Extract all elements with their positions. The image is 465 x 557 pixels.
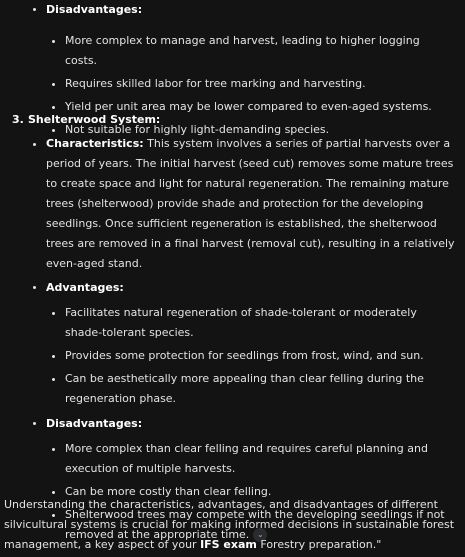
- list-item-text: Provides some protection for seedlings from frost, wind, and sun.: [65, 349, 424, 362]
- characteristics-text: This system involves a series of partial harvests over a period of years. The initial harvest (seed cut) removes some mature trees to create space and light for natural regeneration. The remaining mature trees (shelterwood) provide shade and protection for the developing seedlings. Once sufficient regeneration is established, the shelterwood trees are removed in a final harvest (removal cut), resulting in a relatively even-aged stand.: [46, 137, 455, 270]
- section-number: 3.: [12, 113, 24, 126]
- list-item: [0, 369, 465, 409]
- disadvantages-heading-item: [0, 0, 465, 20]
- bullet-icon: [52, 106, 55, 109]
- summary-text-before: Understanding the characteristics, advantages, and disadvantages of different silvicultural systems is crucial for making informed decisions in sustainable forest management, a key aspect of your: [4, 498, 455, 551]
- characteristics-label: Characteristics:: [46, 137, 144, 150]
- list-item: [0, 439, 465, 479]
- list-item-text: Can be aesthetically more appealing than clear felling during the regeneration phase.: [65, 372, 424, 405]
- disadvantages-heading: Disadvantages:: [46, 417, 143, 430]
- bullet-icon: [33, 8, 36, 11]
- bullet-icon: [52, 40, 55, 43]
- bullet-icon: [33, 286, 36, 289]
- list-item: [0, 31, 465, 71]
- summary-paragraph: [4, 495, 459, 555]
- list-item-text: Not suitable for highly light-demanding species.: [65, 123, 330, 136]
- list-item: [0, 346, 465, 366]
- list-item-text: More complex than clear felling and requires careful planning and execution of multiple harvests.: [65, 442, 428, 475]
- disadvantages-heading-item: [0, 414, 465, 434]
- advantages-heading-item: [0, 278, 465, 298]
- summary-text-after: Forestry preparation.": [256, 538, 382, 551]
- bullet-icon: [33, 422, 36, 425]
- list-item: [0, 74, 465, 94]
- bullet-icon: [33, 143, 36, 146]
- chevron-down-icon[interactable]: ⌄: [253, 528, 267, 542]
- bullet-icon: [52, 491, 55, 494]
- list-item-text: Can be more costly than clear felling.: [65, 485, 272, 498]
- list-item: [0, 303, 465, 343]
- section-heading: [0, 110, 465, 130]
- bullet-icon: [52, 83, 55, 86]
- bullet-icon: [52, 378, 55, 381]
- list-item-text: Yield per unit area may be lower compared to even-aged systems.: [65, 100, 432, 113]
- list-item-text: Facilitates natural regeneration of shade-tolerant or moderately shade-tolerant species.: [65, 306, 417, 339]
- summary-text-bold: IFS exam: [200, 538, 257, 551]
- bullet-icon: [52, 312, 55, 315]
- list-item-text: Requires skilled labor for tree marking and harvesting.: [65, 77, 366, 90]
- bullet-icon: [52, 355, 55, 358]
- shelterwood-section: [0, 110, 465, 548]
- list-item-text: Shelterwood trees may compete with the developing seedlings if not removed at the appropriate time.: [65, 508, 445, 541]
- advantages-heading: Advantages:: [46, 281, 124, 294]
- list-item-text: More complex to manage and harvest, leading to higher logging costs.: [65, 34, 420, 67]
- disadvantages-heading: Disadvantages:: [46, 3, 143, 16]
- characteristics-item: [0, 134, 465, 274]
- bullet-icon: [52, 448, 55, 451]
- section-title: Shelterwood System:: [28, 113, 161, 126]
